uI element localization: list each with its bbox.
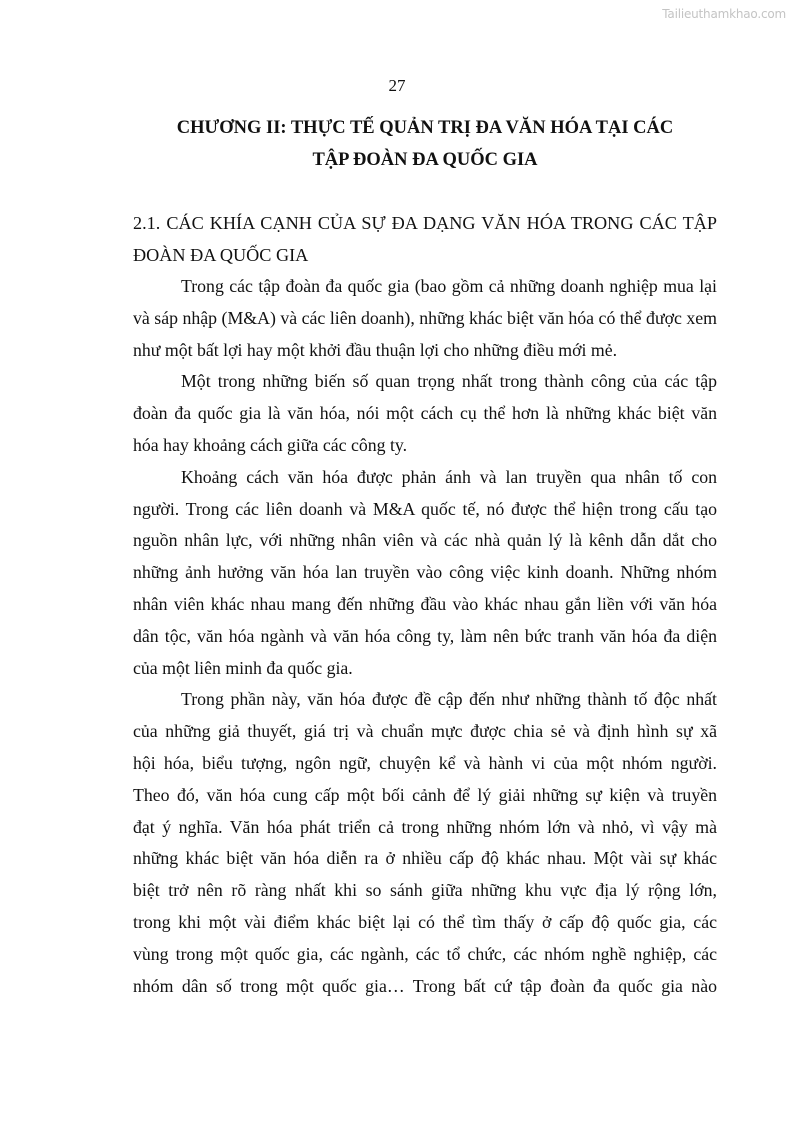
- section-heading: [133, 208, 717, 271]
- chapter-title: [120, 112, 730, 176]
- paragraph-line: của một liên minh đa quốc gia.: [133, 657, 353, 678]
- watermark: Tailieuthamkhao.com: [662, 7, 786, 21]
- paragraph-line: Theo đó, văn hóa cung cấp một bối cảnh để lý giải những sự kiện và truyền: [133, 784, 717, 805]
- paragraph-line: vùng trong một quốc gia, các ngành, các tổ chức, các nhóm nghề nghiệp, các: [133, 943, 717, 964]
- paragraph: [133, 462, 717, 685]
- paragraph-line: những ảnh hưởng văn hóa lan truyền vào công việc kinh doanh. Những nhóm: [133, 562, 717, 583]
- page-number: 27: [388, 76, 406, 95]
- paragraph-line: những khác biệt văn hóa diễn ra ở nhiều cấp độ khác nhau. Một vài sự khác: [133, 848, 717, 869]
- section-heading-line: ĐOÀN ĐA QUỐC GIA: [133, 244, 309, 265]
- paragraph-line: hóa hay khoảng cách giữa các công ty.: [133, 434, 408, 455]
- paragraph-line: như một bất lợi hay một khởi đầu thuận lợi cho những điều mới mẻ.: [133, 339, 618, 360]
- chapter-title-line: TẬP ĐOÀN ĐA QUỐC GIA: [312, 150, 538, 170]
- body-text: [133, 271, 717, 1002]
- paragraph-line: biệt trở nên rõ ràng nhất khi so sánh giữa những khu vực địa lý rộng lớn,: [133, 880, 717, 901]
- paragraph-line: nhóm dân số trong một quốc gia… Trong bất cứ tập đoàn đa quốc gia nào: [133, 975, 717, 996]
- paragraph-line: đạt ý nghĩa. Văn hóa phát triển cả trong những nhóm lớn và nhỏ, vì vậy mà: [133, 816, 717, 837]
- paragraph-line: và sáp nhập (M&A) và các liên doanh), những khác biệt văn hóa có thể được xem: [133, 307, 717, 328]
- paragraph-line: nguồn nhân lực, với những nhân viên và các nhà quản lý là kênh dẫn dắt cho: [133, 530, 717, 551]
- paragraph-line: Trong phần này, văn hóa được đề cập đến như những thành tố độc nhất: [181, 689, 717, 710]
- paragraph: [133, 271, 717, 366]
- paragraph-line: hội hóa, biểu tượng, ngôn ngữ, chuyện kể và hành vi của một nhóm người.: [133, 752, 717, 773]
- chapter-title-line: CHƯƠNG II: THỰC TẾ QUẢN TRỊ ĐA VĂN HÓA TẠI CÁC: [176, 118, 674, 138]
- paragraph-line: Khoảng cách văn hóa được phản ánh và lan truyền qua nhân tố con: [181, 466, 717, 487]
- section-heading-line: 2.1. CÁC KHÍA CẠNH CỦA SỰ ĐA DẠNG VĂN HÓA TRONG CÁC TẬP: [133, 213, 717, 233]
- paragraph-line: trong khi một vài điểm khác biệt lại có thể tìm thấy ở cấp độ quốc gia, các: [133, 911, 717, 932]
- paragraph-line: đoàn đa quốc gia là văn hóa, nói một cách cụ thể hơn là những khác biệt văn: [133, 403, 717, 424]
- paragraph-line: Một trong những biến số quan trọng nhất trong thành công của các tập: [181, 371, 717, 392]
- paragraph-line: dân tộc, văn hóa ngành và văn hóa công ty, làm nên bức tranh văn hóa đa diện: [133, 625, 717, 646]
- paragraph: [133, 684, 717, 1002]
- paragraph-line: nhân viên khác nhau mang đến những đầu vào khác nhau gắn liền với văn hóa: [133, 593, 717, 614]
- paragraph-line: của những giả thuyết, giá trị và chuẩn mực được chia sẻ và định hình sự xã: [133, 721, 717, 742]
- paragraph-line: Trong các tập đoàn đa quốc gia (bao gồm cả những doanh nghiệp mua lại: [181, 276, 717, 296]
- paragraph: [133, 366, 717, 461]
- paragraph-line: người. Trong các liên doanh và M&A quốc tế, nó được thể hiện trong cấu tạo: [133, 498, 717, 519]
